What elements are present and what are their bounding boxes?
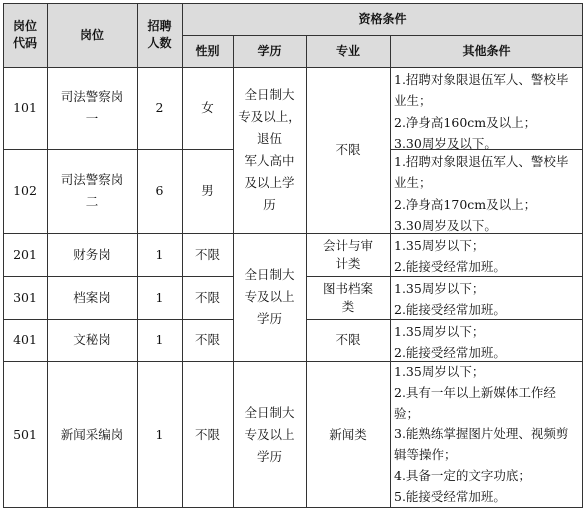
header-qualifications: 资格条件 <box>182 3 583 35</box>
col-line-134 <box>137 3 138 508</box>
header-bottom-line <box>3 67 583 68</box>
header-post-code: 岗位 代码 <box>3 3 47 67</box>
row-401-count: 1 <box>155 332 164 347</box>
row-301-count: 1 <box>155 289 164 305</box>
col-line-387 <box>390 35 391 508</box>
row-line-273b <box>306 276 583 277</box>
row-201-post: 财务岗 <box>73 246 111 262</box>
row-501-education: 全日制大 专及以上 学历 <box>244 404 295 464</box>
row-102-other: 1.招聘对象限退伍军人、警校毕业生； 2.净身高170cm及以上； 3.30周岁及以下。 <box>394 154 569 233</box>
row-201-code: 201 <box>13 246 37 262</box>
header-headcount: 招聘 人数 <box>137 3 182 67</box>
header-mid-line <box>182 35 583 36</box>
border-left <box>3 3 4 508</box>
row-401-gender: 不限 <box>194 332 220 347</box>
row-301-gender: 不限 <box>194 289 220 305</box>
row-line-316a <box>3 319 233 320</box>
row-line-230 <box>3 233 583 234</box>
row-201-count: 1 <box>155 246 164 262</box>
row-line-146 <box>3 149 233 150</box>
row-line-146b <box>390 149 583 150</box>
row-501-post: 新闻采编岗 <box>60 426 124 442</box>
row-101-gender: 女 <box>201 100 214 115</box>
row-line-316b <box>306 319 583 320</box>
row-101-count: 2 <box>155 100 164 115</box>
row-201-other: 1.35周岁以下； 2.能接受经常加班。 <box>394 238 506 275</box>
row-101-code: 101 <box>13 100 37 115</box>
recruitment-table <box>3 3 583 508</box>
row-101-other: 1.招聘对象限退伍军人、警校毕业生； 2.净身高160cm及以上； 3.30周岁及以下。 <box>394 72 569 149</box>
row-501-gender: 不限 <box>194 426 220 442</box>
border-right <box>582 3 583 508</box>
row-102-gender: 男 <box>201 183 214 198</box>
header-major: 专业 <box>306 35 390 67</box>
header-gender: 性别 <box>182 35 233 67</box>
admin-education: 全日制大 专及以上 学历 <box>244 267 295 326</box>
header-education: 学历 <box>233 35 306 67</box>
police-major: 不限 <box>335 142 361 157</box>
row-102-code: 102 <box>13 183 37 198</box>
row-301-code: 301 <box>13 289 37 305</box>
police-education: 全日制大 专及以上，退伍 军人高中 及以上学 历 <box>238 87 301 212</box>
row-102-count: 6 <box>155 183 164 198</box>
border-top <box>3 3 583 4</box>
row-301-other: 1.35周岁以下； 2.能接受经常加班。 <box>394 281 506 318</box>
row-101-post: 司法警察岗 一 <box>60 89 124 126</box>
border-bottom <box>3 507 583 508</box>
row-401-other: 1.35周岁以下； 2.能接受经常加班。 <box>394 324 506 361</box>
row-102-post: 司法警察岗 二 <box>60 172 124 209</box>
row-401-major: 不限 <box>335 332 361 347</box>
row-line-358 <box>3 361 583 362</box>
row-401-post: 文秘岗 <box>73 332 111 347</box>
col-line-230 <box>233 35 234 508</box>
row-501-count: 1 <box>155 426 164 442</box>
row-line-273a <box>3 276 233 277</box>
row-401-code: 401 <box>13 332 37 347</box>
header-other: 其他条件 <box>390 35 583 67</box>
col-line-44 <box>47 3 48 508</box>
row-301-major: 图书档案 类 <box>322 280 373 314</box>
row-201-gender: 不限 <box>194 246 220 262</box>
row-201-major: 会计与审 计类 <box>322 237 373 271</box>
row-501-other: 1.35周岁以下； 2.具有一年以上新媒体工作经验； 3.能熟练掌握图片处理、视频剪辑等操作； 4.具备一定的文字功底； 5.能接受经常加班。 <box>394 364 569 504</box>
row-501-code: 501 <box>13 426 37 442</box>
col-line-179 <box>182 3 183 508</box>
header-post: 岗位 <box>47 3 137 67</box>
row-501-major: 新闻类 <box>329 426 367 442</box>
row-301-post: 档案岗 <box>73 289 111 305</box>
col-line-303 <box>306 35 307 508</box>
